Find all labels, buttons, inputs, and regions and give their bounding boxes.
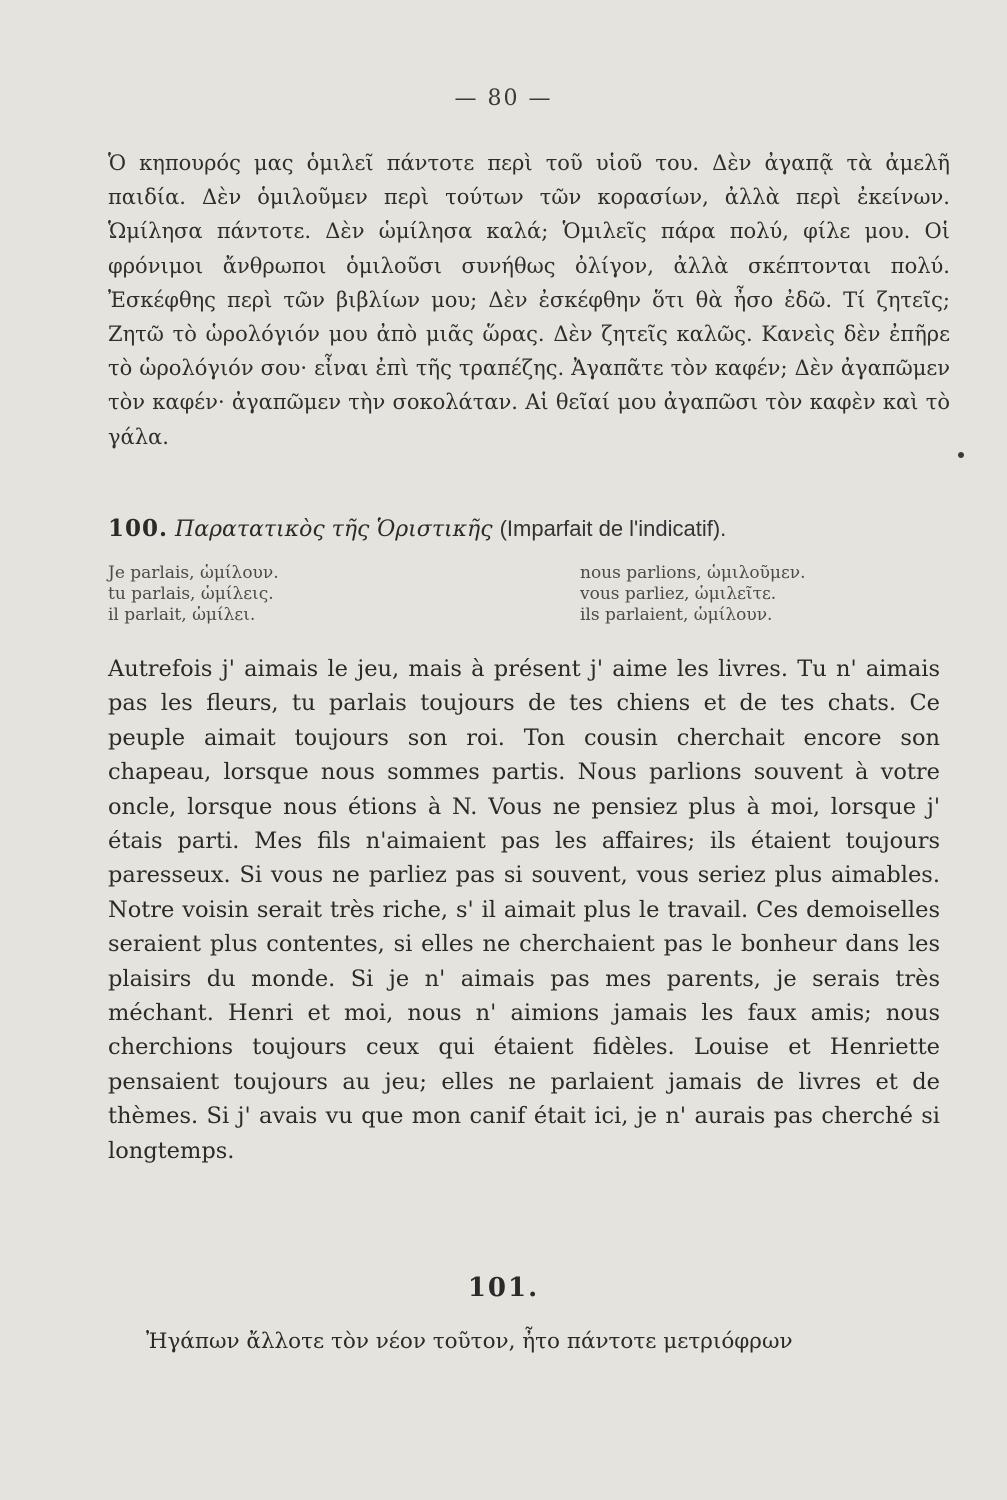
french-exercise-paragraph: Autrefois j' aimais le jeu, mais à présent j' aime les livres. Tu n' aimais pas les fleurs, tu parlais toujours de tes chiens et de tes chats. Ce peuple aimait toujours son roi. Ton cousin cherchait encore son chapeau, lorsque nous sommes partis. Nous parlions souvent à votre oncle, lorsque nous étions à N. Vous ne pensiez plus à moi, lorsque j' étais parti. Mes fils n'aimaient pas les affaires; ils étaient toujours paresseux. Si vous ne parliez pas si souvent, vous seriez plus aimables. Notre voisin serait très riche, s' il aimait plus le travail. Ces demoiselles seraient plus contentes, si elles ne cherchaient pas le bonheur dans les plaisirs du monde. Si je n' aimais pas mes parents, je serais très méchant. Henri et moi, nous n' aimions jamais les faux amis; nous cherchions toujours ceux qui étaient fidèles. Louise et Henriette pensaient toujours au jeu; elles ne parlaient jamais de livres et de thèmes. Si j' avais vu que mon canif était ici, je n' aurais pas cherché si longtemps. (108, 656, 940, 1164)
page-number: — 80 — (454, 86, 553, 111)
section-100-heading (108, 515, 968, 542)
conjugation-singular (108, 563, 438, 626)
conjugation-plural (580, 563, 940, 626)
greek-exercise-line: Ἠγάπων ἄλλοτε τὸν νέον τοῦτον, ἦτο πάντοτε μετριόφρων (146, 1329, 793, 1354)
conjugation-row: nous parlions, ὡμιλοῦμεν. (580, 563, 806, 583)
section-101-heading: 101. (467, 1273, 540, 1303)
conjugation-row: tu parlais, ὡμίλεις. (108, 584, 274, 604)
conjugation-row: il parlait, ὡμίλει. (108, 605, 256, 625)
section-100-french-title: (Imparfait de l'indicatif). (499, 516, 727, 541)
section-100-number: 100. (108, 515, 169, 542)
ink-speck (958, 452, 964, 458)
conjugation-row: Je parlais, ὡμίλουν. (108, 563, 279, 583)
greek-exercise-paragraph: Ὁ κηπουρός μας ὁμιλεῖ πάντοτε περὶ τοῦ υἱοῦ του. Δὲν ἀγαπᾷ τὰ ἀμελῆ παιδία. Δὲν ὁμιλοῦμεν περὶ τούτων τῶν κορασίων, ἀλλὰ περὶ ἐκείνων. Ὡμίλησα πάντοτε. Δὲν ὡμίλησα καλά; Ὁμιλεῖς πάρα πολύ, φίλε μου. Οἱ φρόνιμοι ἄνθρωποι ὁμιλοῦσι συνήθως ὀλίγον, ἀλλὰ σκέπτονται πολύ. Ἐσκέφθης περὶ τῶν βιβλίων μου; Δὲν ἐσκέφθην ὅτι θὰ ἦσο ἐδῶ. Τί ζητεῖς; Ζητῶ τὸ ὡρολόγιόν μου ἀπὸ μιᾶς ὥρας. Δὲν ζητεῖς καλῶς. Κανεὶς δὲν ἐπῆρε τὸ ὡρολόγιόν σου· εἶναι ἐπὶ τῆς τραπέζης. Ἀγαπᾶτε τὸν καφέν; Δὲν ἀγαπῶμεν τὸν καφέν· ἀγαπῶμεν τὴν σοκολάταν. Αἱ θεῖαί μου ἀγαπῶσι τὸν καφὲν καὶ τὸ γάλα. (108, 151, 950, 449)
section-100-greek-title: Παρατατικὸς τῆς Ὁριστικῆς (175, 517, 493, 542)
conjugation-row: vous parliez, ὡμιλεῖτε. (580, 584, 777, 604)
conjugation-row: ils parlaient, ὡμίλουν. (580, 605, 773, 625)
